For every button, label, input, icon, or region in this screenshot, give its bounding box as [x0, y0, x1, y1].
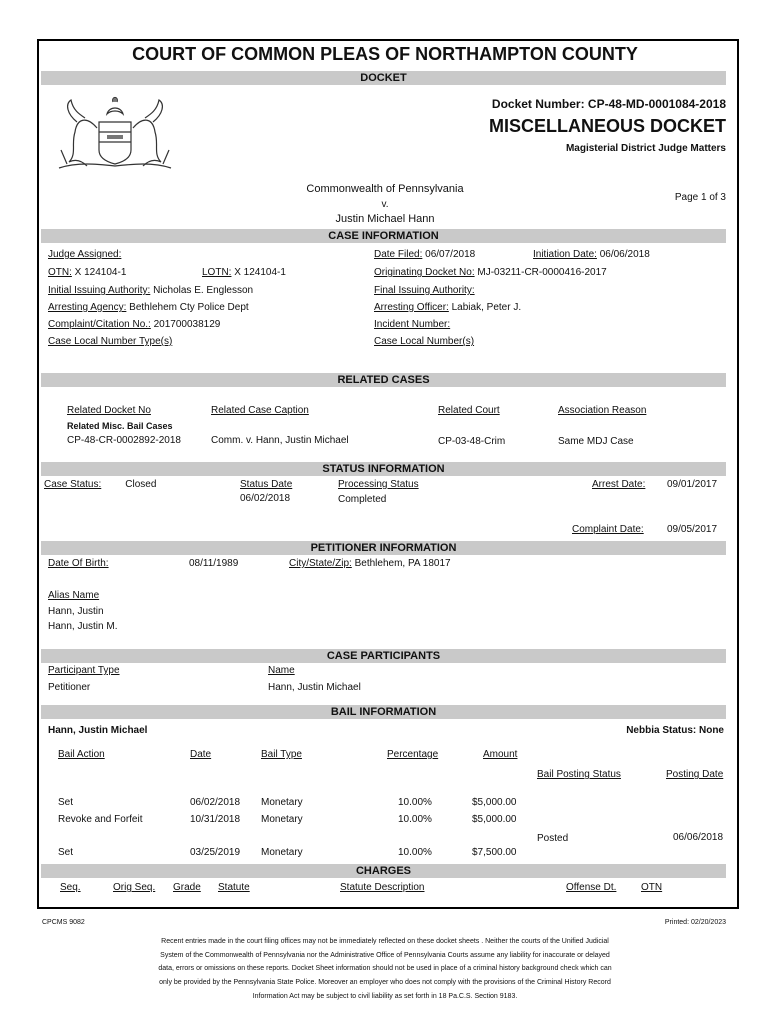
initiation-date-value: 06/06/2018 [599, 249, 650, 260]
participant-type-value: Petitioner [48, 682, 91, 693]
charges-bar: CHARGES [41, 864, 726, 878]
bail-information-bar: BAIL INFORMATION [41, 705, 726, 719]
case-participants-bar: CASE PARTICIPANTS [41, 649, 726, 663]
status-information-bar: STATUS INFORMATION [41, 462, 726, 476]
related-cases-bar: RELATED CASES [41, 373, 726, 387]
disclaimer-line-2: System of the Commonwealth of Pennsylvania nor the Administrative Office of Pennsylvania Courts assume any liability for inaccurate or delayed [160, 952, 610, 959]
final-issuing-authority-label: Final Issuing Authority: [374, 285, 475, 296]
initial-authority-label: Initial Issuing Authority: [48, 285, 151, 296]
disclaimer-line-4: only be provided by the Pennsylvania State Police. Moreover an employer who does not comply with the provisions of the Criminal History Record [159, 979, 611, 986]
bail-row-2-type: Monetary [261, 814, 303, 825]
city-state-zip-value: Bethlehem, PA 18017 [354, 558, 451, 569]
arresting-agency-label: Arresting Agency: [48, 302, 127, 313]
disclaimer-line-3: data, errors or omissions on these reports. Docket Sheet information should not be used in place of a criminal history background check which can [158, 965, 612, 972]
caption-line3: Justin Michael Hann [335, 213, 435, 225]
form-id: CPCMS 9082 [42, 919, 85, 926]
charge-description-header: Statute Description [340, 882, 425, 893]
arresting-officer [374, 302, 521, 313]
disclaimer-line-1: Recent entries made in the court filing offices may not be immediately reflected on these docket sheets . Neither the courts of the Unified Judicial [161, 938, 609, 945]
complaint-citation-label: Complaint/Citation No.: [48, 319, 151, 330]
caption-line1: Commonwealth of Pennsylvania [306, 183, 464, 195]
bail-percentage-header: Percentage [387, 749, 439, 760]
page-indicator: Page 1 of 3 [674, 192, 726, 203]
alias-1: Hann, Justin [48, 606, 104, 617]
participant-name-value: Hann, Justin Michael [268, 682, 361, 693]
dob-label: Date Of Birth: [48, 558, 109, 569]
complaint-date-value: 09/05/2017 [667, 524, 718, 535]
status-date-label: Status Date [240, 479, 293, 490]
related-docket-header: Related Docket No [67, 405, 151, 416]
related-court-value: CP-03-48-Crim [438, 436, 506, 447]
date-filed-label: Date Filed: [374, 249, 423, 260]
alias-2: Hann, Justin M. [48, 621, 118, 632]
complaint-citation [48, 319, 220, 330]
bail-row-3-amount: $7,500.00 [472, 847, 517, 858]
lotn-label: LOTN: [202, 267, 232, 278]
bail-posting-status-header: Bail Posting Status [537, 769, 621, 780]
printed-date: Printed: 02/20/2023 [664, 919, 726, 926]
processing-status-value: Completed [338, 494, 387, 505]
originating-docket-label: Originating Docket No: [374, 267, 475, 278]
pennsylvania-seal-icon [47, 92, 183, 176]
bail-action-header: Bail Action [58, 749, 105, 760]
related-docket-value: CP-48-CR-0002892-2018 [67, 435, 181, 446]
bail-row-1-amount: $5,000.00 [472, 797, 517, 808]
alias-name-label: Alias Name [48, 590, 100, 601]
court-title: COURT OF COMMON PLEAS OF NORTHAMPTON COUNTY [132, 44, 638, 64]
charge-statute-header: Statute [218, 882, 250, 893]
petitioner-information-bar: PETITIONER INFORMATION [41, 541, 726, 555]
city-state-zip-label: City/State/Zip: [289, 558, 352, 569]
otn [48, 267, 126, 278]
status-date-value: 06/02/2018 [240, 493, 291, 504]
case-local-number-label: Case Local Number(s) [374, 336, 475, 347]
initial-authority-value: Nicholas E. Englesson [153, 285, 254, 296]
case-status-label: Case Status: [44, 479, 102, 490]
arresting-agency-value: Bethlehem Cty Police Dept [129, 302, 249, 313]
initiation-date [533, 249, 650, 260]
arresting-agency [48, 302, 249, 313]
charge-otn-header: OTN [641, 882, 663, 893]
date-filed-value: 06/07/2018 [425, 249, 476, 260]
caption-versus: v. [381, 199, 389, 210]
bail-posting-date-header: Posting Date [666, 769, 724, 780]
case-local-number-type-label: Case Local Number Type(s) [48, 336, 173, 347]
case-status-value: Closed [125, 479, 157, 490]
bail-posted-status: Posted [537, 833, 569, 844]
arrest-date-value: 09/01/2017 [667, 479, 718, 490]
association-reason-value: Same MDJ Case [558, 436, 634, 447]
bail-row-3-action: Set [58, 847, 74, 858]
related-caption-value: Comm. v. Hann, Justin Michael [211, 435, 349, 446]
date-filed [374, 249, 475, 260]
bail-row-1-date: 06/02/2018 [190, 797, 241, 808]
charge-orig-seq-header: Orig Seq. [113, 882, 156, 893]
arresting-officer-label: Arresting Officer: [374, 302, 449, 313]
bail-row-3-percentage: 10.00% [398, 847, 432, 858]
disclaimer-line-5: Information Act may be subject to civil liability as set forth in 18 Pa.C.S. Section 9183. [252, 993, 518, 1000]
bail-row-3-type: Monetary [261, 847, 303, 858]
bail-row-2-action: Revoke and Forfeit [58, 814, 143, 825]
lotn [202, 267, 286, 278]
charge-seq-header: Seq. [60, 882, 81, 893]
complaint-date-label: Complaint Date: [572, 524, 644, 535]
case-information-bar: CASE INFORMATION [41, 229, 726, 243]
initiation-date-label: Initiation Date: [533, 249, 597, 260]
bail-row-1-percentage: 10.00% [398, 797, 432, 808]
case-status [44, 479, 156, 490]
bail-row-3-date: 03/25/2019 [190, 847, 241, 858]
participant-name-label: Name [268, 665, 295, 676]
complaint-citation-value: 201700038129 [153, 319, 221, 330]
participant-type-label: Participant Type [48, 665, 120, 676]
processing-status-label: Processing Status [338, 479, 419, 490]
docket-number: Docket Number: CP-48-MD-0001084-2018 [491, 97, 726, 111]
otn-value: X 124104-1 [74, 267, 127, 278]
related-court-header: Related Court [438, 405, 500, 416]
bail-row-1-action: Set [58, 797, 74, 808]
nebbia-status: Nebbia Status: None [626, 725, 724, 736]
bail-date-header: Date [190, 749, 212, 760]
arresting-officer-value: Labiak, Peter J. [451, 302, 522, 313]
docket-subtype: Magisterial District Judge Matters [565, 143, 726, 154]
association-reason-header: Association Reason [558, 405, 647, 416]
bail-person: Hann, Justin Michael [48, 725, 148, 736]
related-caption-header: Related Case Caption [211, 405, 309, 416]
originating-docket [374, 267, 607, 278]
bail-amount-header: Amount [483, 749, 518, 760]
bail-row-1-type: Monetary [261, 797, 303, 808]
incident-number-label: Incident Number: [374, 319, 451, 330]
judge-assigned-label: Judge Assigned: [48, 249, 122, 260]
originating-docket-value: MJ-03211-CR-0000416-2017 [477, 267, 607, 278]
charge-offense-date-header: Offense Dt. [566, 882, 617, 893]
bail-row-2-amount: $5,000.00 [472, 814, 517, 825]
bail-row-2-date: 10/31/2018 [190, 814, 241, 825]
charge-grade-header: Grade [173, 882, 201, 893]
bail-type-header: Bail Type [261, 749, 302, 760]
bail-posted-date: 06/06/2018 [673, 832, 724, 843]
city-state-zip [289, 558, 451, 569]
docket-type: MISCELLANEOUS DOCKET [488, 116, 726, 136]
docket-bar: DOCKET [41, 71, 726, 85]
related-group-label: Related Misc. Bail Cases [67, 421, 173, 431]
lotn-value: X 124104-1 [234, 267, 286, 278]
arrest-date-label: Arrest Date: [592, 479, 646, 490]
otn-label: OTN: [48, 267, 72, 278]
initial-issuing-authority [48, 285, 253, 296]
dob-value: 08/11/1989 [189, 558, 239, 569]
bail-row-2-percentage: 10.00% [398, 814, 432, 825]
